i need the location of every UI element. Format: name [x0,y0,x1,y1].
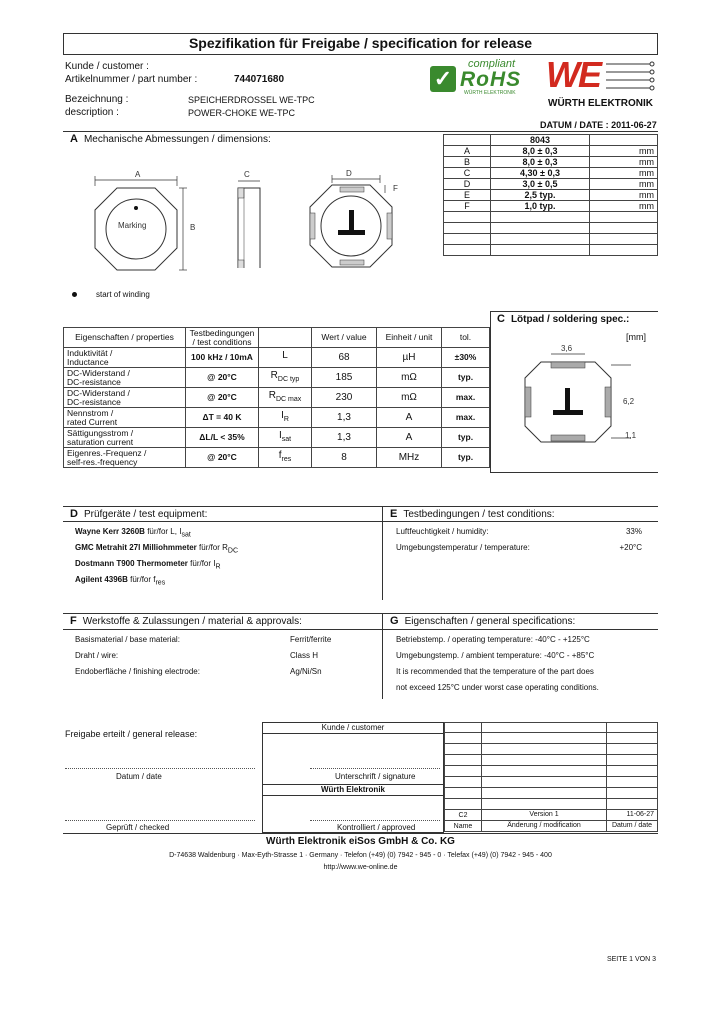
rohs-small-text: WÜRTH ELEKTRONIK [464,90,516,96]
release-freigabe-label: Freigabe erteilt / general release: [65,729,198,739]
release-datum-label: Datum / date [116,772,162,781]
release-kontrolliert-label: Kontrolliert / approved [337,823,416,832]
table-row: E 2,5 typ. mm [444,190,658,201]
table-row: F 1,0 typ. mm [444,201,658,212]
spec-line: It is recommended that the temperature of the part does [396,667,594,676]
test-cond-value: +20°C [619,543,642,552]
material-value: Class H [290,651,319,660]
table-row: DC-Widerstand / DC-resistance @ 20°C $R_{DC typ}$ 185 mΩ typ. [64,368,490,388]
marking-label: Marking [118,221,147,230]
start-winding-label: start of winding [96,290,150,299]
secFG-divider [382,613,383,699]
secF-heading: F Werkstoffe & Zulassungen / material & approvals: [70,615,302,627]
brand-name: WÜRTH ELEKTRONIK [548,98,653,109]
release-kunde-label: Kunde / customer [321,723,385,732]
secE-heading: E Testbedingungen / test conditions: [390,508,555,520]
table-row: Eigenres.-Frequenz / self-res.-frequency @ 20°C $f_{res}$ 8 MHz typ. [64,448,490,468]
material-label: Basismaterial / base material: [75,635,180,644]
list-item: GMC Metrahit 27I Milliohmmeter für/for $R_{DC}$ [75,543,239,555]
release-sig-dots [310,768,440,769]
winding-dot-icon [72,292,77,297]
pad-dim-height: 6,2 [623,397,635,406]
secC-heading: C Lötpad / soldering spec.: [497,313,630,325]
secD-underline [63,521,658,522]
table-row: A 8,0 ± 0,3 mm [444,146,658,157]
rohs-logo [428,58,540,98]
secC-left-line [490,311,491,473]
rohs-compliant: compliant [468,58,516,70]
secF-underline [63,629,658,630]
pad-dim-width: 3,6 [561,344,573,353]
secA-line [63,131,658,132]
part-label: Artikelnummer / part number : [65,74,198,85]
table-row: Induktivität / Inductance 100 kHz / 10mA L 68 µH ±30% [64,348,490,368]
list-item: Agilent 4396B für/for $f_{res}$ [75,575,166,587]
desc-value: POWER-CHOKE WE-TPC [188,108,295,118]
rohs-check-icon: ✓ [430,66,456,92]
properties-table: Eigenschaften / properties Testbedingungen / test conditions Wert / value Einheit / unit tol. Induktivität / Inductance 100 kHz / 10mA L 68 µH ±30% DC-Widerstand / DC-resistance @ 20°C $R_{DC typ}$ 185 mΩ typ. DC-Widerstand / DC-resistance @ 20°C $R_{DC max}$ 230 mΩ max. Nennstrom / rated Current ΔT = 40 K $I_R$ 1,3 A max. Sättigungsstrom / saturation current ΔL/L < 35% $I_{sat}$ 1,3 A typ. Eigenres.-Frequenz / self-res.-frequency @ 20°C $f_{res}$ 8 MHz typ. [63,327,490,468]
dim-a-label: A [135,170,141,179]
dim-f-label: F [393,184,398,193]
release-mid-line2 [262,795,444,796]
test-cond-label: Luftfeuchtigkeit / humidity: [396,527,489,536]
material-value: Ferrit/ferrite [290,635,332,644]
test-cond-value: 33% [625,527,642,536]
bottom-view-drawing [300,165,410,270]
part-number: 744071680 [234,74,285,85]
solder-pad-drawing [515,342,655,452]
secD-line [63,506,658,507]
release-kunde-line [262,733,444,734]
release-date-dots [65,768,255,769]
bez-value: SPEICHERDROSSEL WE-TPC [188,95,315,105]
secC-unit: [mm] [626,332,646,342]
date-label: DATUM / DATE : 2011-06-27 [540,120,657,130]
bez-label: Bezeichnung : [65,94,129,105]
secD-heading: D Prüfgeräte / test equipment: [70,508,208,520]
footer-web[interactable]: http://www.we-online.de [323,864,398,871]
spec-line: Umgebungstemp. / ambient temperature: -40°C - +85°C [396,651,595,660]
secF-line [63,613,658,614]
spec-line: not exceed 125°C under worst case operating conditions. [396,683,599,692]
release-wuerth-label: Würth Elektronik [320,785,385,794]
material-label: Endoberfläche / finishing electrode: [75,667,200,676]
table-row: C2 Version 1 11-06-27 [445,810,658,821]
table-row: C 4,30 ± 0,3 mm [444,168,658,179]
pad-dim-gap: 1,1 [625,431,637,440]
secC-bottom-line [490,472,658,473]
material-label: Draht / wire: [75,651,119,660]
footer-line [63,833,658,834]
table-row: DC-Widerstand / DC-resistance @ 20°C $R_{DC max}$ 230 mΩ max. [64,388,490,408]
footer-company: Würth Elektronik eiSos GmbH & Co. KG [266,836,455,847]
footer-address: D-74638 Waldenburg · Max-Eyth-Strasse 1 · Germany · Telefon (+49) (0) 7942 - 945 - 0 · Telefax (+49) (0) 7942 - 945 - 400 [169,852,552,859]
secG-heading: G Eigenschaften / general specifications: [390,615,576,627]
dim-c-label: C [244,170,250,179]
we-circuit-icon [606,58,656,94]
list-item: Wayne Kerr 3260B für/for L, $I_{sat}$ [75,527,191,539]
dim-b-label: B [190,223,196,232]
top-view-drawing [85,168,215,298]
table-row: Nennstrom / rated Current ΔT = 40 K $I_R$ 1,3 A max. [64,408,490,428]
release-checked-dots [65,820,255,821]
page-number: SEITE 1 VON 3 [606,956,656,963]
material-value: Ag/Ni/Sn [290,667,322,676]
dimensions-table [443,134,658,256]
table-row: Sättigungsstrom / saturation current ΔL/L < 35% $I_{sat}$ 1,3 A typ. [64,428,490,448]
table-row: B 8,0 ± 0,3 mm [444,157,658,168]
we-logo-text: WE [546,54,600,95]
desc-label: description : [65,107,119,118]
release-unterschrift-label: Unterschrift / signature [335,772,416,781]
secA-heading: A Mechanische Abmessungen / dimensions: [70,133,271,145]
spec-line: Betriebstemp. / operating temperature: -40°C - +125°C [396,635,590,644]
secC-line [490,311,658,312]
rohs-text: RoHS [460,68,522,91]
dim-d-label: D [346,169,352,178]
table-row: Name Änderung / modification Datum / date [445,821,658,832]
list-item: Dostmann T900 Thermometer für/for $I_R$ [75,559,221,571]
test-cond-label: Umgebungstemperatur / temperature: [396,543,530,552]
size-header: 8043 [491,135,590,146]
table-row: D 3,0 ± 0,5 mm [444,179,658,190]
release-approved-dots [310,820,440,821]
side-view-drawing [230,168,270,268]
customer-label: Kunde / customer : [65,61,149,72]
revision-table [444,722,658,832]
release-geprueft-label: Geprüft / checked [106,823,170,832]
we-logo [544,54,656,109]
page-title: Spezifikation für Freigabe / specification for release [188,35,533,51]
